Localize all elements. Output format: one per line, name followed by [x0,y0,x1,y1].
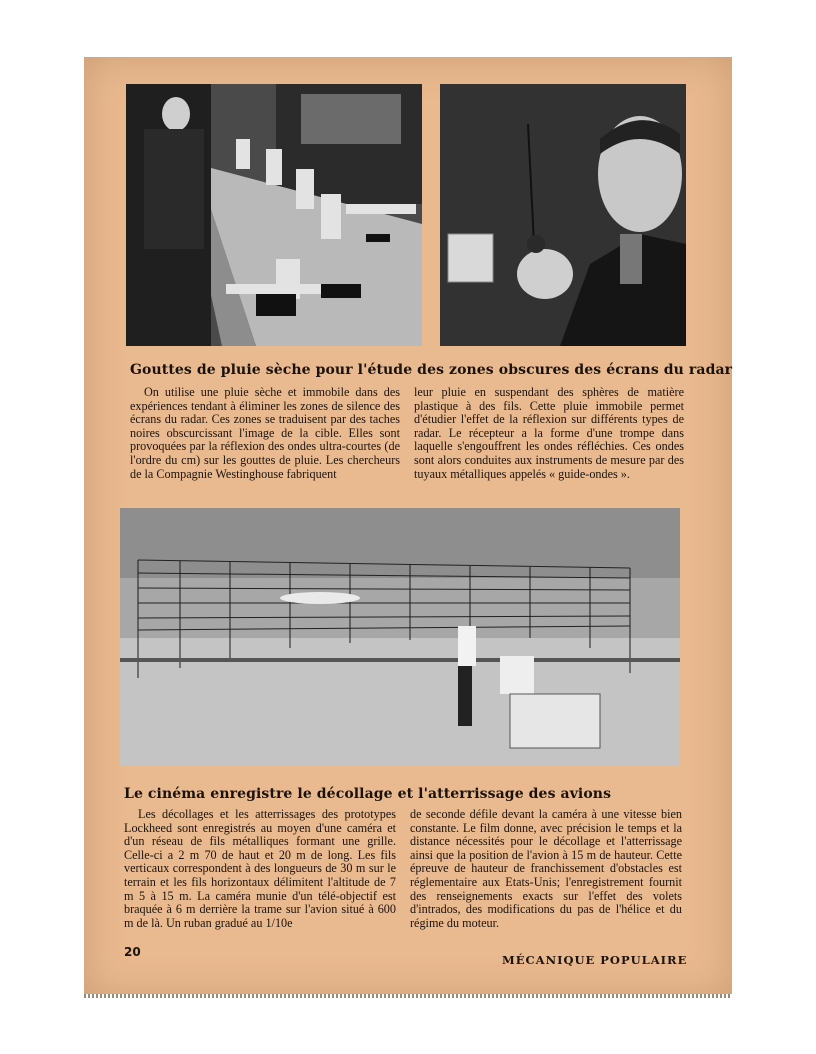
photo-lab-bench [126,84,422,346]
article1-title: Gouttes de pluie sèche pour l'étude des zones obscures des écrans du radar [130,362,733,378]
page-number: 20 [124,945,141,959]
article1-column-2: leur pluie en suspendant des sphères de matière plastique à des fils. Cette pluie immobile permet d'étudier l'effet de la réflexion sur différents types de radar. Le récepteur a la forme d'une trompe dans laquelle s'engouffrent les ondes réfléchies. Ces ondes sont alors conduites aux instruments de mesure par des tuyaux métalliques appelés « guide-ondes ». [414,385,684,481]
article2-column-1: Les décollages et les atterrissages des prototypes Lockheed sont enregistrés au moyen d'une caméra et d'un réseau de fils métalliques formant une grille. Celle-ci a 2 m 70 de haut et 20 m de long. Les fils verticaux correspondent à des longueurs de 30 m sur le terrain et les fils horizontaux délimitent l'altitude de 7 m 5 à 15 m. La caméra munie d'un télé-objectif est braquée à 6 m derrière la trame sur l'avion situé à 600 m de là. Un ruban gradué au 1/10e [124,807,396,930]
photo-airfield-grid [120,508,680,766]
photo-researcher [440,84,686,346]
article2-title: Le cinéma enregistre le décollage et l'atterrissage des avions [124,786,612,802]
article1-column-1: On utilise une pluie sèche et immobile dans des expériences tendant à éliminer les zones de silence des écrans du radar. Ces zones se traduisent par des taches noires obscurcissant l'image de la cible. Elles sont provoquées par la réflexion des ondes ultra-courtes (de l'ordre du cm) sur les gouttes de pluie. Les chercheurs de la Compagnie Westinghouse fabriquent [130,385,400,481]
magazine-name: MÉCANIQUE POPULAIRE [502,953,688,967]
article2-column-2: de seconde défile devant la caméra à une vitesse bien constante. Le film donne, avec précision le temps et la distance nécessités pour le décollage et l'atterrissage ainsi que la position de l'avion à 15 m de hauteur. Cette épreuve de hauteur de franchissement d'obstacles est réglementaire aux Etats-Unis; l'enregistrement fournit des renseignements exacts sur l'effet des volets d'intrados, des modifications du pas de l'hélice et du régime du moteur. [410,807,682,930]
scan-edge [84,994,732,998]
